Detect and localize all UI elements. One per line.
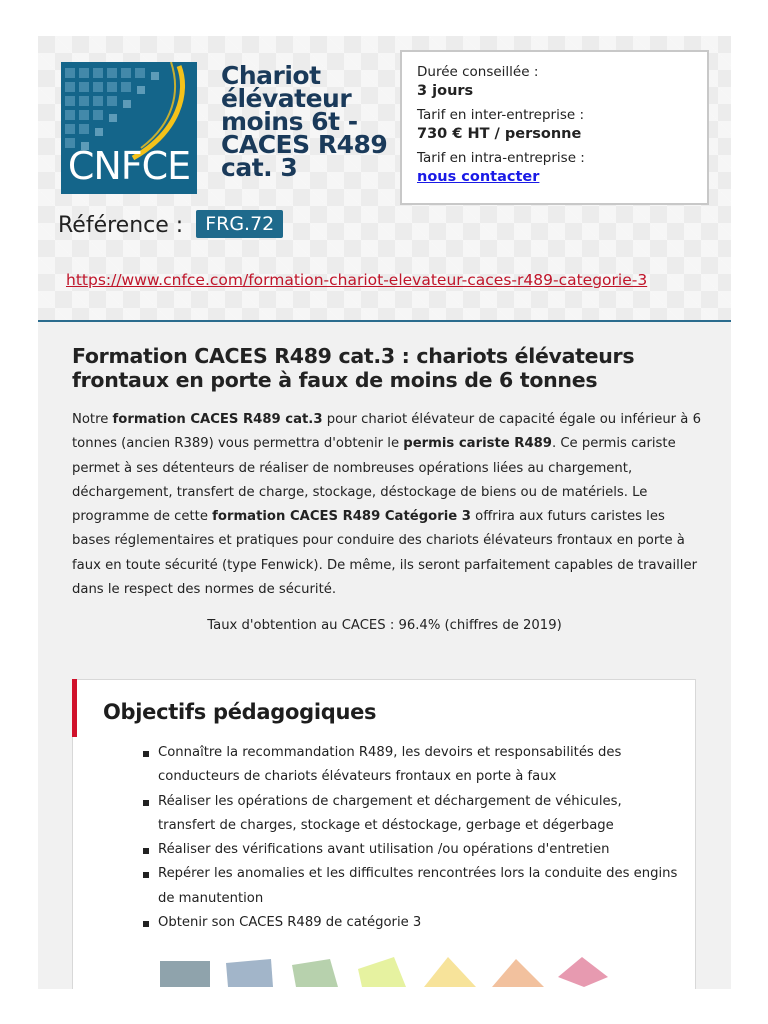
accent-bar bbox=[72, 679, 77, 737]
reference-badge: FRG.72 bbox=[196, 210, 283, 238]
shape-tilted-square bbox=[226, 959, 273, 987]
intro-bold: permis cariste R489 bbox=[403, 436, 552, 452]
page bbox=[38, 36, 731, 989]
shape-square bbox=[160, 961, 210, 987]
list-item-text: Réaliser des vérifications avant utilisation /ou opérations d'entretien bbox=[158, 842, 610, 858]
course-title-line: cat. 3 bbox=[221, 153, 298, 182]
course-title-line: Chariot bbox=[221, 61, 321, 90]
inter-price-label: Tarif en inter-entreprise : bbox=[417, 107, 585, 123]
bullet-icon bbox=[143, 800, 149, 806]
reference bbox=[58, 210, 283, 238]
bullet-icon bbox=[143, 848, 149, 854]
page-heading: Formation CACES R489 cat.3 : chariots élévateurs frontaux en porte à faux de moins de 6 tonnes bbox=[72, 344, 635, 392]
success-rate: Taux d'obtention au CACES : 96.4% (chiffres de 2019) bbox=[207, 618, 562, 633]
list-item bbox=[128, 790, 683, 839]
intro-text: pour chariot élévateur de capacité égale ou inférieur à 6 tonnes (ancien R389) vous permettra d'obtenir le bbox=[72, 412, 701, 452]
bullet-icon bbox=[143, 872, 149, 878]
course-info-box bbox=[400, 50, 709, 205]
intro-text: Notre bbox=[72, 412, 113, 427]
intra-price-label: Tarif en intra-entreprise : bbox=[417, 150, 585, 166]
contact-link[interactable]: nous contacter bbox=[417, 169, 540, 185]
shape-triangle bbox=[424, 957, 476, 987]
intro-bold: formation CACES R489 Catégorie 3 bbox=[212, 509, 471, 525]
decorative-shapes bbox=[158, 955, 618, 989]
inter-price-value: 730 € HT / personne bbox=[417, 126, 582, 142]
objectives-section bbox=[72, 679, 696, 989]
header bbox=[38, 36, 731, 322]
list-item bbox=[128, 862, 683, 911]
shape-quad bbox=[292, 959, 338, 987]
objectives-list bbox=[128, 741, 683, 935]
intro-text: offrira aux futurs caristes les bases réglementaires et pratiques pour conduire des chariots élévateurs frontaux en porte à faux en toute sécurité (type Fenwick). De même, ils seront parfaitement capables de travailler dans le respect des normes de sécurité. bbox=[72, 509, 698, 598]
course-title-line: CACES R489 bbox=[221, 130, 388, 159]
intro-bold: formation CACES R489 cat.3 bbox=[112, 412, 323, 427]
list-item bbox=[128, 911, 683, 935]
list-item-text: Obtenir son CACES R489 de catégorie 3 bbox=[158, 915, 422, 931]
course-title-line: moins 6t - bbox=[221, 107, 358, 136]
course-title bbox=[221, 61, 411, 182]
reference-label: Référence : bbox=[58, 213, 184, 238]
course-title-line: élévateur bbox=[221, 84, 352, 113]
intro-paragraph bbox=[72, 408, 702, 602]
cnfce-logo bbox=[61, 62, 197, 194]
shape-triangle bbox=[492, 959, 544, 987]
bullet-icon bbox=[143, 921, 149, 927]
shape-diamond bbox=[558, 957, 608, 987]
list-item-text: Réaliser les opérations de chargement et déchargement de véhicules, transfert de charges, stockage et déstockage, gerbage et dégerbage bbox=[158, 793, 622, 833]
duration-label: Durée conseillée : bbox=[417, 64, 539, 80]
list-item-text: Connaître la recommandation R489, les devoirs et responsabilités des conducteurs de chariots élévateurs frontaux en porte à faux bbox=[158, 745, 622, 785]
course-url-link[interactable]: https://www.cnfce.com/formation-chariot-elevateur-caces-r489-categorie-3 bbox=[66, 271, 648, 289]
list-item-text: Repérer les anomalies et les difficultes rencontrées lors la conduite des engins de manutention bbox=[158, 866, 678, 906]
duration-value: 3 jours bbox=[417, 83, 474, 99]
intro-text: . Ce permis cariste permet à ses détenteurs de réaliser de nombreuses opérations liées au chargement, déchargement, transfert de charge, stockage, déstockage de biens ou de matériels. Le programme de cette bbox=[72, 436, 676, 525]
list-item bbox=[128, 741, 683, 790]
bullet-icon bbox=[143, 751, 149, 757]
shape-quad bbox=[358, 957, 406, 987]
objectives-title: Objectifs pédagogiques bbox=[103, 700, 377, 724]
logo-text: CNFCE bbox=[67, 144, 191, 188]
list-item bbox=[128, 838, 683, 862]
